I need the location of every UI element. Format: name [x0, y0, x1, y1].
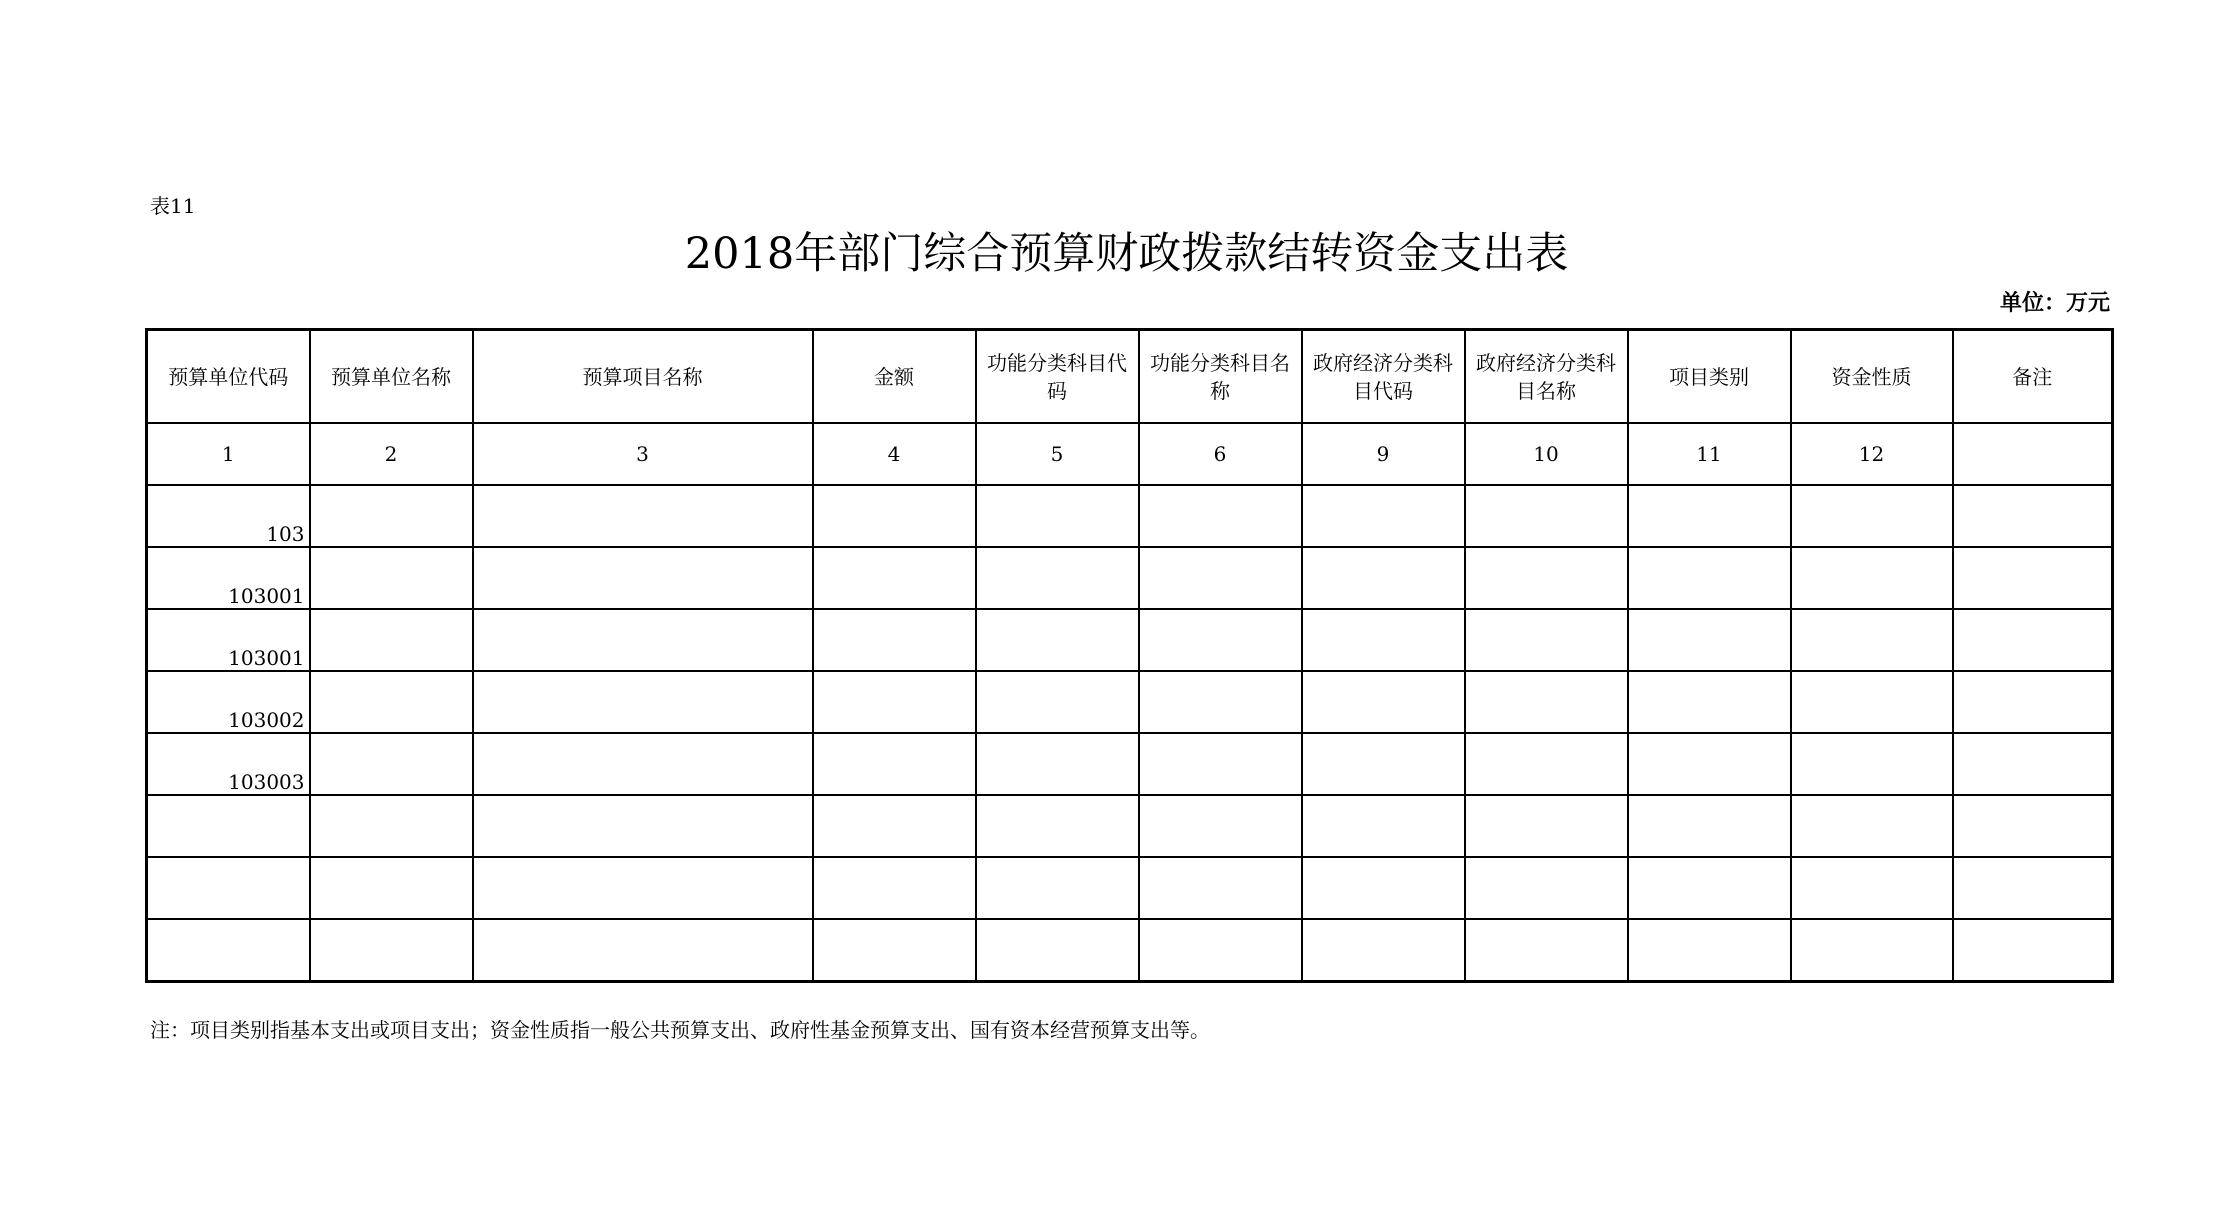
- table-row: [147, 857, 2113, 919]
- table-cell: [1791, 795, 1953, 857]
- table-cell: [813, 671, 976, 733]
- table-cell: [310, 733, 473, 795]
- table-cell: [1139, 547, 1302, 609]
- unit-code-cell: [147, 857, 310, 919]
- index-cell: [1953, 423, 2113, 485]
- table-cell: [473, 857, 813, 919]
- table-cell: [813, 795, 976, 857]
- table-cell: [1953, 919, 2113, 982]
- table-cell: [1791, 671, 1953, 733]
- table-cell: [1302, 795, 1465, 857]
- table-row: [147, 485, 2113, 547]
- table-cell: [1953, 547, 2113, 609]
- index-cell: 11: [1628, 423, 1791, 485]
- table-cell: [813, 733, 976, 795]
- table-row: [147, 919, 2113, 982]
- table-row: [147, 733, 2113, 795]
- table-cell: [1953, 485, 2113, 547]
- index-cell: 6: [1139, 423, 1302, 485]
- table-cell: [1465, 857, 1628, 919]
- table-cell: [1139, 485, 1302, 547]
- table-cell: [1465, 609, 1628, 671]
- table-cell: [1139, 671, 1302, 733]
- table-cell: [310, 919, 473, 982]
- table-cell: [1628, 609, 1791, 671]
- table-cell: [813, 485, 976, 547]
- table-cell: [1628, 733, 1791, 795]
- table-cell: [1953, 733, 2113, 795]
- header-remarks: 备注: [1953, 330, 2113, 424]
- column-index-row: [147, 423, 2113, 485]
- header-fund-nature: 资金性质: [1791, 330, 1953, 424]
- table-cell: [1953, 857, 2113, 919]
- table-header-row: [147, 330, 2113, 424]
- table-cell: [1628, 547, 1791, 609]
- table-cell: [1791, 485, 1953, 547]
- table-cell: [1791, 919, 1953, 982]
- table-cell: [1302, 671, 1465, 733]
- table-cell: [1791, 609, 1953, 671]
- table-cell: [473, 547, 813, 609]
- header-budget-project-name: 预算项目名称: [473, 330, 813, 424]
- table-cell: [1302, 547, 1465, 609]
- index-cell: 1: [147, 423, 310, 485]
- table-cell: [813, 857, 976, 919]
- table-cell: [1628, 795, 1791, 857]
- table-cell: [473, 733, 813, 795]
- table-cell: [473, 919, 813, 982]
- unit-code-cell: 103001: [147, 547, 310, 609]
- unit-code-cell: 103001: [147, 609, 310, 671]
- table-cell: [976, 609, 1139, 671]
- table-cell: [1953, 671, 2113, 733]
- table-cell: [1465, 671, 1628, 733]
- table-cell: [1302, 857, 1465, 919]
- table-cell: [813, 547, 976, 609]
- table-row: [147, 547, 2113, 609]
- table-cell: [1465, 485, 1628, 547]
- table-number-label: 表11: [150, 194, 196, 218]
- header-budget-unit-name: 预算单位名称: [310, 330, 473, 424]
- table-cell: [976, 857, 1139, 919]
- table-cell: [976, 919, 1139, 982]
- header-economic-subject-code-text: 政府经济分类科目代码: [1313, 350, 1453, 403]
- header-functional-subject-name-text: 功能分类科目名称: [1150, 350, 1290, 403]
- table-row: [147, 609, 2113, 671]
- table-cell: [1139, 857, 1302, 919]
- table-cell: [1628, 857, 1791, 919]
- table-cell: [1465, 795, 1628, 857]
- table-cell: [1302, 919, 1465, 982]
- table-cell: [976, 733, 1139, 795]
- table-cell: [1139, 919, 1302, 982]
- table-cell: [1139, 733, 1302, 795]
- table-cell: [1791, 733, 1953, 795]
- table-cell: [976, 547, 1139, 609]
- table-cell: [976, 485, 1139, 547]
- table-cell: [1628, 919, 1791, 982]
- table-cell: [310, 671, 473, 733]
- table-cell: [1465, 919, 1628, 982]
- table-cell: [310, 485, 473, 547]
- table-cell: [310, 795, 473, 857]
- table-row: [147, 795, 2113, 857]
- table-cell: [1791, 857, 1953, 919]
- unit-code-cell: 103: [147, 485, 310, 547]
- table-cell: [1139, 795, 1302, 857]
- index-cell: 4: [813, 423, 976, 485]
- table-cell: [1953, 795, 2113, 857]
- table-cell: [1302, 485, 1465, 547]
- table-cell: [310, 547, 473, 609]
- table-cell: [473, 671, 813, 733]
- unit-code-cell: [147, 919, 310, 982]
- unit-code-cell: 103002: [147, 671, 310, 733]
- table-cell: [1302, 609, 1465, 671]
- table-cell: [1791, 547, 1953, 609]
- header-project-category: 项目类别: [1628, 330, 1791, 424]
- table-cell: [1465, 733, 1628, 795]
- footnote: 注：项目类别指基本支出或项目支出；资金性质指一般公共预算支出、政府性基金预算支出、国有资本经营预算支出等。: [150, 1018, 1210, 1042]
- index-cell: 2: [310, 423, 473, 485]
- index-cell: 9: [1302, 423, 1465, 485]
- header-functional-subject-code: [976, 330, 1139, 424]
- table-cell: [473, 485, 813, 547]
- header-amount: 金额: [813, 330, 976, 424]
- index-cell: 10: [1465, 423, 1628, 485]
- table-cell: [1302, 733, 1465, 795]
- expenditure-table: [145, 328, 2114, 983]
- index-cell: 3: [473, 423, 813, 485]
- table-cell: [1465, 547, 1628, 609]
- index-cell: 5: [976, 423, 1139, 485]
- header-economic-subject-name-text: 政府经济分类科目名称: [1476, 350, 1616, 403]
- header-functional-subject-name: [1139, 330, 1302, 424]
- header-functional-subject-code-text: 功能分类科目代码: [987, 350, 1127, 403]
- header-economic-subject-code: [1302, 330, 1465, 424]
- header-budget-unit-code: 预算单位代码: [147, 330, 310, 424]
- table-cell: [976, 671, 1139, 733]
- table-cell: [1139, 609, 1302, 671]
- table-cell: [813, 609, 976, 671]
- table-cell: [310, 857, 473, 919]
- index-cell: 12: [1791, 423, 1953, 485]
- unit-code-cell: 103003: [147, 733, 310, 795]
- unit-code-cell: [147, 795, 310, 857]
- table-cell: [1628, 671, 1791, 733]
- unit-label: 单位：万元: [1999, 291, 2110, 316]
- header-economic-subject-name: [1465, 330, 1628, 424]
- table-cell: [473, 795, 813, 857]
- table-cell: [1628, 485, 1791, 547]
- table-cell: [310, 609, 473, 671]
- table-cell: [1953, 609, 2113, 671]
- table-cell: [813, 919, 976, 982]
- table-row: [147, 671, 2113, 733]
- table-cell: [976, 795, 1139, 857]
- page-title: 2018年部门综合预算财政拨款结转资金支出表: [684, 229, 1569, 279]
- table-cell: [473, 609, 813, 671]
